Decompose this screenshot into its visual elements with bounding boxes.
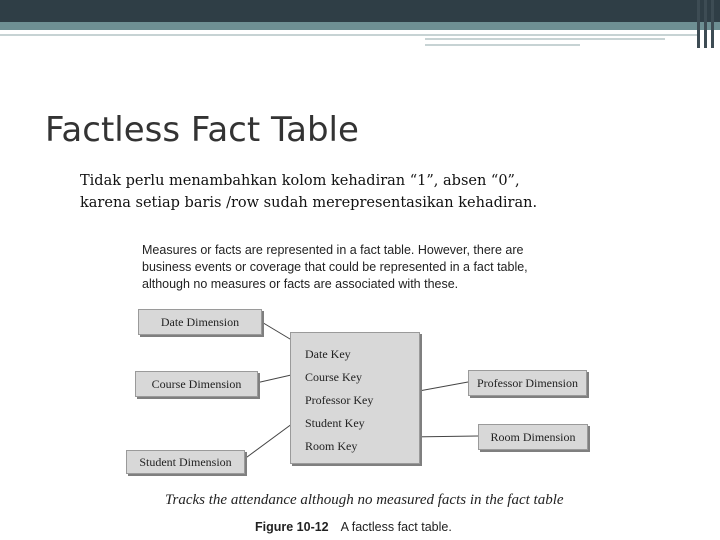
date-dimension-box: Date Dimension (138, 309, 262, 335)
figure-number: Figure 10-12 (255, 520, 329, 534)
intro-line: Measures or facts are represented in a fact table. However, there are (142, 243, 524, 257)
subtitle-line: karena setiap baris /row sudah merepresentasikan kehadiran. (80, 195, 538, 211)
intro-line: business events or coverage that could be represented in a fact table, (142, 260, 528, 274)
fact-key: Student Key (305, 416, 365, 430)
room-dimension-box: Room Dimension (478, 424, 588, 450)
student-dimension-box: Student Dimension (126, 450, 245, 474)
tracks-note: Tracks the attendance although no measured facts in the fact table (165, 492, 564, 508)
subtitle-line: Tidak perlu menambahkan kolom kehadiran “1”, absen “0”, (80, 173, 520, 189)
figure-caption (255, 520, 452, 534)
fact-key: Professor Key (305, 393, 374, 407)
professor-dimension-box: Professor Dimension (468, 370, 587, 396)
figure-caption-text: A factless fact table. (340, 520, 452, 534)
course-dimension-box: Course Dimension (135, 371, 258, 397)
intro-line: although no measures or facts are associated with these. (142, 277, 459, 291)
fact-table-box (290, 332, 420, 464)
fact-key: Course Key (305, 370, 362, 384)
slide-title: Factless Fact Table (45, 110, 359, 150)
fact-key: Room Key (305, 439, 358, 453)
fact-key: Date Key (305, 347, 351, 361)
fact-key-list (291, 333, 419, 458)
